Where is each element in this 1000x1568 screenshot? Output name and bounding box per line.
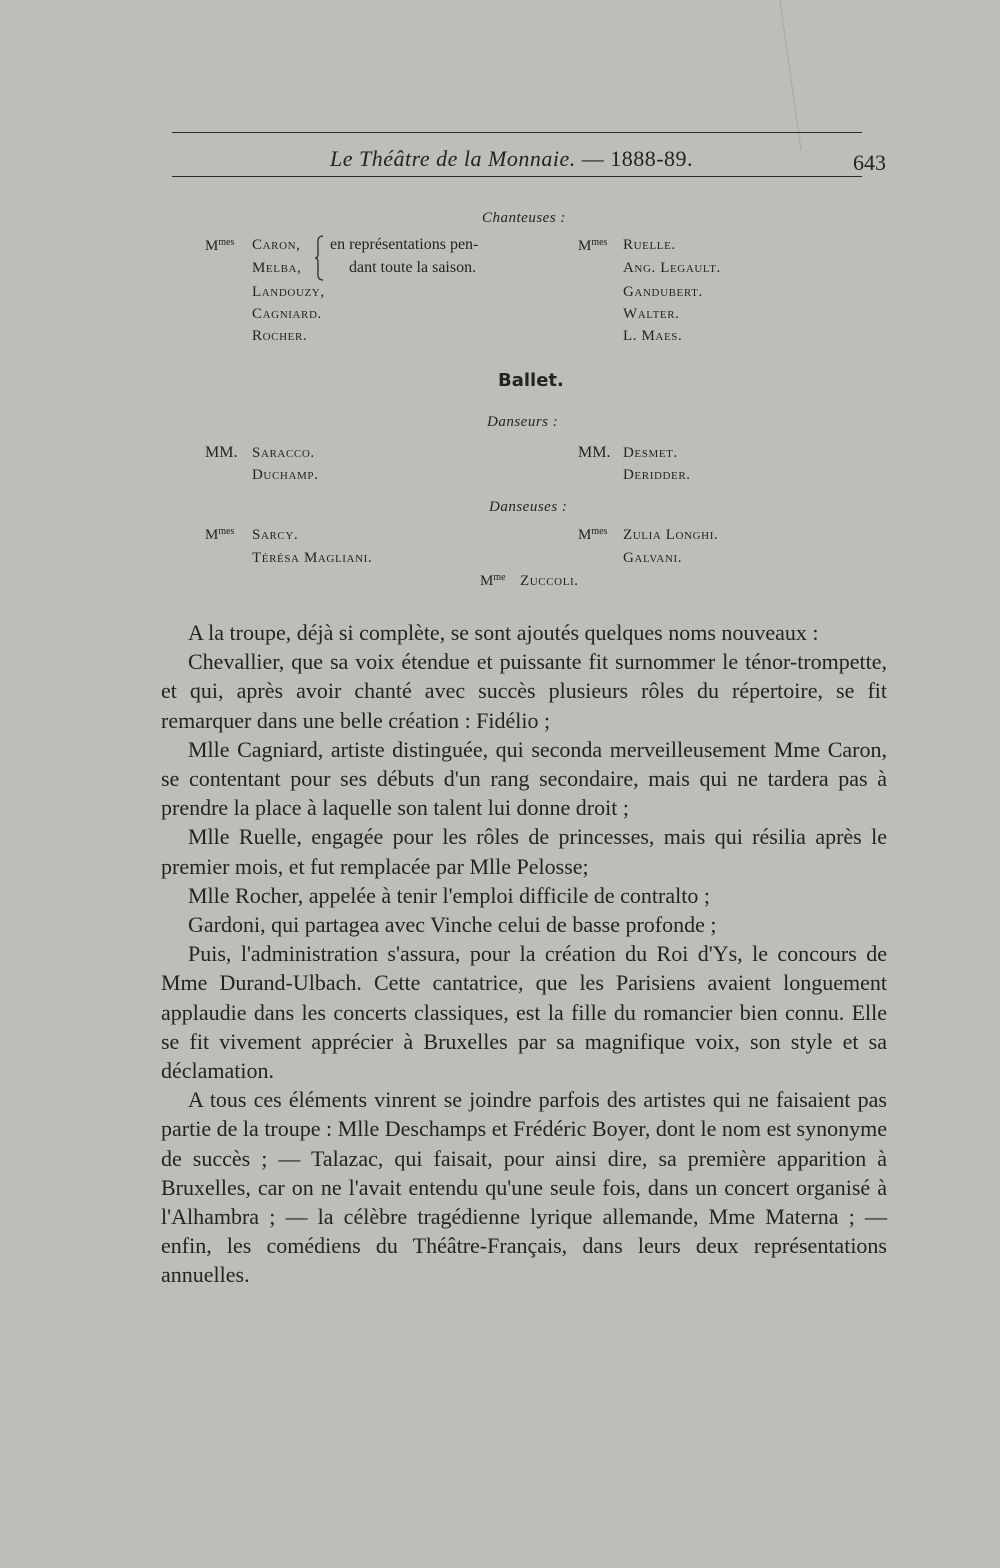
page-crease: [779, 0, 821, 150]
paragraph: Mlle Rocher, appelée à tenir l'emploi difficile de contralto ;: [188, 882, 710, 908]
prefix-sup: mes: [591, 237, 608, 248]
page-number: 643: [853, 150, 886, 175]
paragraph: Mlle Cagniard, artiste distinguée, qui seconda merveilleusement Mme Caron, se contentant pour ses débuts d'un rang secondaire, mais qui ne tardera pas à prendre la place à laquelle son talent lui donne droit ;: [161, 736, 887, 821]
prefix-base: M: [205, 527, 219, 543]
danseuse-name: Zulia Longhi.: [623, 527, 719, 543]
danseuses-right-prefix: [578, 526, 607, 544]
prefix-sup: mes: [591, 526, 608, 537]
chanteuse-name: Rocher.: [252, 328, 308, 344]
prefix-base: M: [205, 238, 219, 254]
chanteuse-name: Walter.: [623, 306, 680, 322]
prefix-base: M: [578, 527, 592, 543]
chanteuse-name: Caron,: [252, 237, 301, 253]
danseurs-left-prefix: MM.: [205, 444, 238, 461]
brace-mark: [314, 234, 326, 282]
danseuses-heading: Danseuses :: [489, 499, 568, 515]
danseuse-name: Galvani.: [623, 550, 683, 566]
chanteuse-name: Ruelle.: [623, 237, 676, 253]
chanteuse-name: L. Maes.: [623, 328, 683, 344]
danseuses-center-prefix: [480, 572, 506, 590]
paragraph: A la troupe, déjà si complète, se sont ajoutés quelques noms nouveaux :: [188, 620, 819, 645]
paragraph: Gardoni, qui partagea avec Vinche celui de basse profonde ;: [188, 912, 717, 938]
paragraph: Chevallier, que sa voix étendue et puissante fit surnommer le ténor-trompette, et qui, après avoir chanté avec succès plusieurs rôles du répertoire, se fit remarquer dans une belle création : Fidélio ;: [161, 649, 887, 733]
prefix-sup: mes: [218, 526, 235, 537]
danseur-name: Saracco.: [252, 445, 315, 461]
running-title-years: 1888-89.: [610, 146, 694, 171]
danseuse-name: Sarcy.: [252, 527, 299, 543]
header-rule-top: [172, 132, 862, 133]
running-title-dash: —: [581, 146, 605, 171]
header-rule-bottom: [172, 176, 862, 177]
danseurs-heading: Danseurs :: [487, 414, 559, 430]
danseuse-name: Térésa Magliani.: [252, 550, 373, 566]
chanteuse-name: Gandubert.: [623, 284, 703, 300]
chanteuse-name: Cagniard.: [252, 306, 322, 322]
prefix-base: M: [578, 238, 592, 254]
paragraph: Mlle Ruelle, engagée pour les rôles de princesses, mais qui résilia après le premier mois, et fut remplacée par Mlle Pelosse;: [161, 824, 887, 879]
danseur-name: Deridder.: [623, 467, 691, 483]
prefix-base: M: [480, 573, 494, 589]
paragraph: A tous ces éléments vinrent se joindre parfois des artistes qui ne faisaient pas partie de la troupe : Mlle Deschamps et Frédéric Boyer, dont le nom est synonyme de succès ; — Talazac, qui faisait, pour ainsi dire, sa première apparition à Bruxelles, car on ne l'avait entendu qu'une seule fois, dans un concert organisé à l'Alhambra ; — la célèbre tragédienne lyrique allemande, Mme Materna ; — enfin, les comédiens du Théâtre-Français, dans leurs deux représentations annuelles.: [161, 1087, 887, 1288]
running-title-text: Le Théâtre de la Monnaie.: [330, 146, 576, 171]
paragraph: Puis, l'administration s'assura, pour la création du Roi d'Ys, le concours de Mme Durand-Ulbach. Cette cantatrice, que les Parisiens avaient longuement applaudie dans les concerts classiques, est la fille du romancier bien connu. Elle se fit vivement apprécier à Bruxelles par sa magnifique voix, son style et sa déclamation.: [161, 941, 887, 1084]
chanteuse-name: Landouzy,: [252, 284, 325, 300]
brace-note-line1: en représentations pen-: [330, 236, 479, 253]
chanteuses-heading: Chanteuses :: [482, 210, 566, 226]
prefix-sup: mes: [218, 237, 235, 248]
brace-note-line2: dant toute la saison.: [349, 259, 477, 276]
body-text: [161, 618, 887, 1290]
danseurs-right-prefix: MM.: [578, 444, 611, 461]
chanteuses-left-prefix: [205, 237, 234, 255]
chanteuse-name: Melba,: [252, 260, 302, 276]
chanteuses-right-prefix: [578, 237, 607, 255]
danseuses-left-prefix: [205, 526, 234, 544]
prefix-sup: me: [493, 572, 506, 583]
danseur-name: Duchamp.: [252, 467, 319, 483]
chanteuse-name: Ang. Legault.: [623, 260, 721, 276]
running-title: [330, 146, 693, 172]
danseuse-name: Zuccoli.: [520, 573, 579, 589]
danseur-name: Desmet.: [623, 445, 678, 461]
ballet-heading: Ballet.: [498, 370, 564, 391]
